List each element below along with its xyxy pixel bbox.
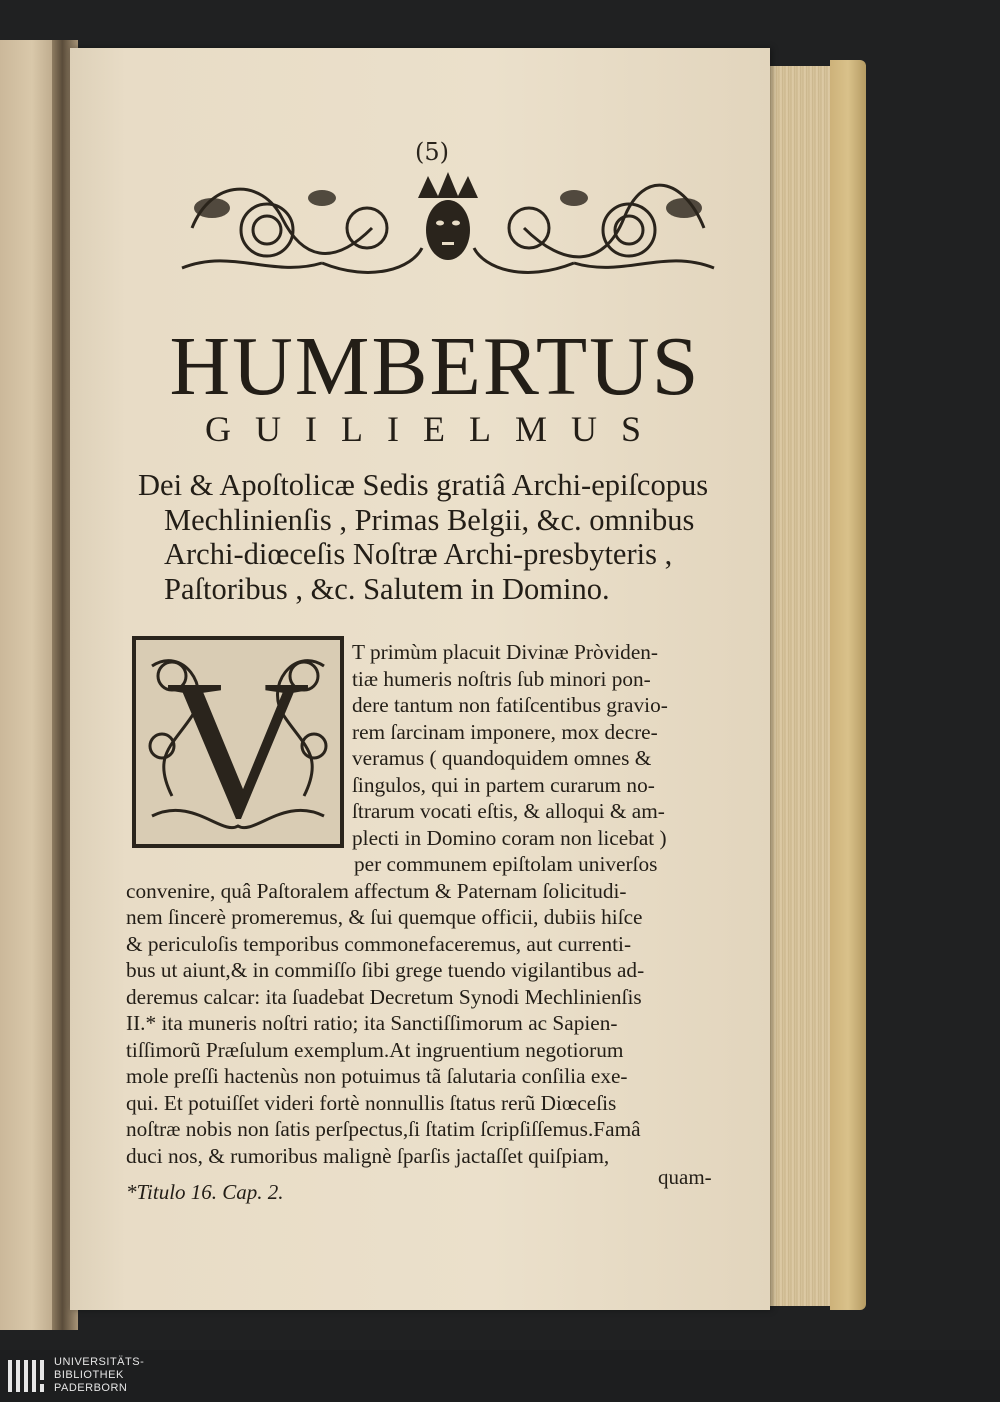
body-line: bus ut aiunt,& in commiſſo ſibi grege tuendo vigilantibus ad- <box>126 958 645 982</box>
body-line: deremus calcar: ita ſuadebat Decretum Synodi Mechlinienſis <box>126 984 642 1009</box>
book-cover <box>830 60 866 1310</box>
decorated-initial-v <box>132 636 344 848</box>
drop-cap-letter: V <box>165 639 311 848</box>
body-line: II.* ita muneris noſtri ratio; ita Sanctiſſimorum ac Sapien- <box>126 1011 618 1035</box>
body-line: & periculoſis temporibus commonefaceremus, aut currenti- <box>126 931 632 956</box>
intro-line: Mechlinienſis , Primas Belgii, &c. omnibus <box>164 502 695 537</box>
intro-line: Archi-diœceſis Noſtræ Archi-presbyteris , <box>164 537 673 571</box>
library-name-line: PADERBORN <box>54 1382 128 1394</box>
body-full-column <box>126 851 657 1169</box>
body-line: rem ſarcinam imponere, mox decre- <box>352 719 658 744</box>
body-line: ſtrarum vocati eſtis, & alloqui & am- <box>352 799 665 823</box>
woodcut-headpiece-ornament <box>172 168 724 286</box>
page-edges <box>765 66 835 1306</box>
library-name-line: UNIVERSITÄTS- <box>54 1356 145 1368</box>
body-line: noſtræ nobis non ſatis perſpectus,ſi ſtatim ſcripſiſſemus.Famâ <box>126 1117 641 1141</box>
library-footer <box>0 1350 1000 1402</box>
body-line: nem ſincerè promeremus, & ſui quemque officii, dubiis hiſce <box>126 905 643 929</box>
title-humbertus: HUMBERTUS <box>169 320 701 413</box>
body-line: ſingulos, qui in partem curarum no- <box>352 772 655 797</box>
left-page-edge <box>0 40 58 1330</box>
body-line: veramus ( quandoquidem omnes & <box>352 746 652 770</box>
catchword: quam- <box>658 1165 712 1189</box>
body-line: per communem epiſtolam univerſos <box>354 852 658 876</box>
library-name <box>54 1356 144 1395</box>
body-line: mole preſſi hactenùs non potuimus tã ſalutaria conſilia exe- <box>126 1064 628 1088</box>
body-line: T primùm placuit Divinæ Pròviden- <box>352 640 659 664</box>
body-narrow-column <box>352 639 668 851</box>
body-line: convenire, quâ Paſtoralem affectum & Paternam ſolicitudi- <box>126 878 627 903</box>
title-guilielmus: GUILIELMUS <box>205 409 665 449</box>
page-number: (5) <box>415 138 449 166</box>
body-line: tiſſimorũ Præſulum exemplum.At ingruentium negotiorum <box>126 1037 624 1062</box>
footnote: *Titulo 16. Cap. 2. <box>126 1180 284 1204</box>
body-line: dere tantum non fatiſcentibus gravio- <box>352 693 668 717</box>
body-line: duci nos, & rumoribus malignè ſparſis jactaſſet quiſpiam, <box>126 1143 610 1168</box>
library-name-line: BIBLIOTHEK <box>54 1369 124 1381</box>
body-line: plecti in Domino coram non licebat ) <box>352 825 667 850</box>
intro-paragraph <box>138 468 738 606</box>
body-line: qui. Et potuiſſet videri fortè nonnullis ſtatus rerũ Diœceſis <box>126 1090 617 1115</box>
intro-line: Paſtoribus , &c. Salutem in Domino. <box>164 571 610 606</box>
body-line: tiæ humeris noſtris ſub minori pon- <box>352 666 651 691</box>
intro-line: Dei & Apoſtolicæ Sedis gratiâ Archi-epiſcopus <box>138 468 709 502</box>
library-logo-icon <box>8 1358 46 1394</box>
